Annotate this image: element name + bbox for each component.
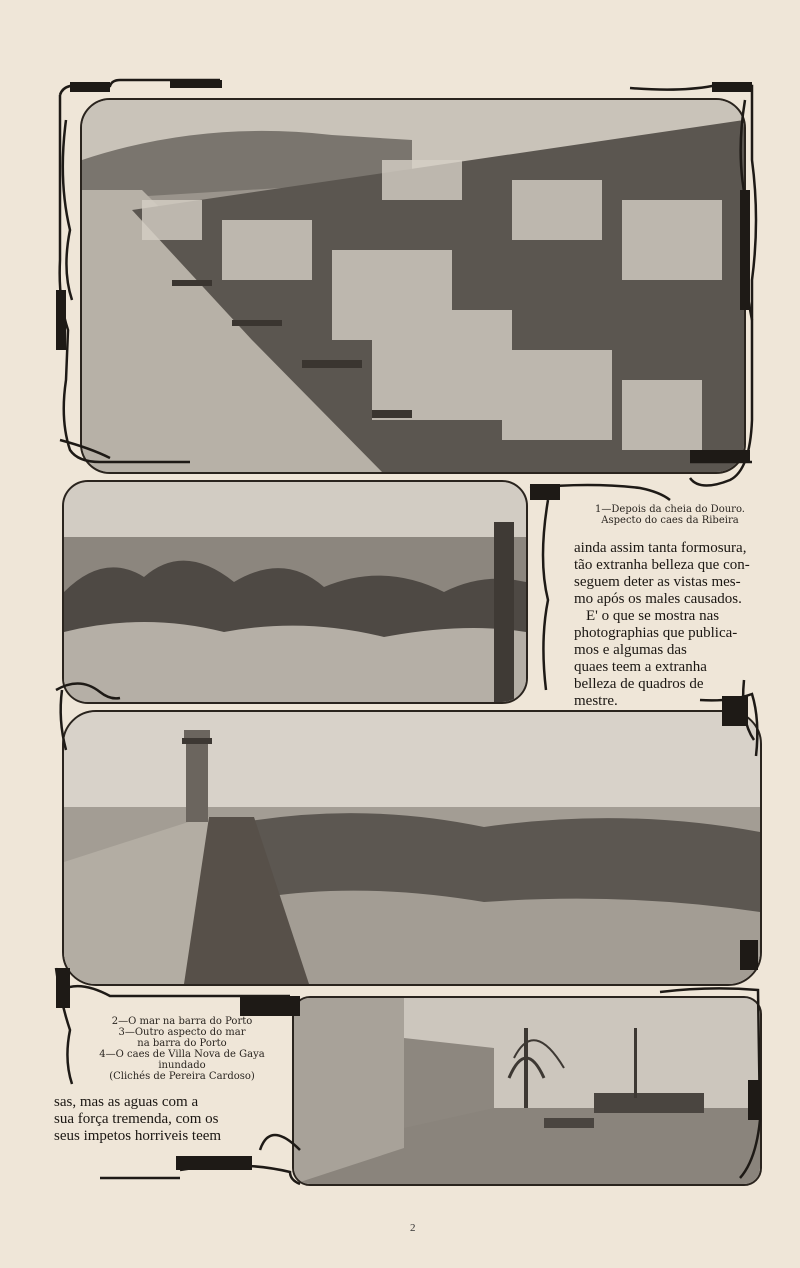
text-line: sua força tremenda, com os — [54, 1111, 219, 1127]
photo-ribeira-flood — [80, 98, 746, 474]
text-line: seguem deter as vistas mes- — [574, 574, 741, 590]
text-line: quaes teem a extranha — [574, 659, 707, 675]
caption-group-line-1: 2—O mar na barra do Porto — [111, 1016, 253, 1027]
text-line: seus impetos horriveis teem — [54, 1128, 222, 1144]
photo-sea-porto-bar — [62, 480, 528, 704]
photo-villa-nova-gaya — [292, 996, 762, 1186]
photo-lighthouse-breakwater — [62, 710, 762, 986]
caption-group-line-5: inundado — [158, 1060, 206, 1071]
text-line: mo após os males causados. — [574, 591, 742, 607]
text-line: tão extranha belleza que con- — [574, 557, 750, 573]
caption-photo-1-line-1: 1—Depois da cheia do Douro. — [595, 504, 745, 515]
caption-photo-1-line-2: Aspecto do caes da Ribeira — [601, 515, 739, 526]
caption-group-line-2: 3—Outro aspecto do mar — [118, 1027, 246, 1038]
text-line: E' o que se mostra nas — [586, 608, 720, 624]
text-line: photographias que publica- — [574, 625, 738, 641]
caption-group-line-4: 4—O caes de Villa Nova de Gaya — [99, 1049, 265, 1060]
text-line: mestre. — [574, 693, 618, 709]
caption-group-line-6: (Clichés de Pereira Cardoso) — [109, 1071, 255, 1082]
caption-photos-2-4 — [76, 1016, 288, 1082]
caption-group-line-3: na barra do Porto — [137, 1038, 227, 1049]
bottom-left-text — [54, 1094, 260, 1145]
text-line: mos e algumas das — [574, 642, 687, 658]
text-line: ainda assim tanta formosura, — [574, 540, 747, 556]
page-number: 2 — [410, 1222, 416, 1234]
caption-photo-1 — [560, 504, 780, 526]
right-column-text — [574, 540, 780, 710]
text-line: sas, mas as aguas com a — [54, 1094, 199, 1110]
text-line: belleza de quadros de — [574, 676, 704, 692]
